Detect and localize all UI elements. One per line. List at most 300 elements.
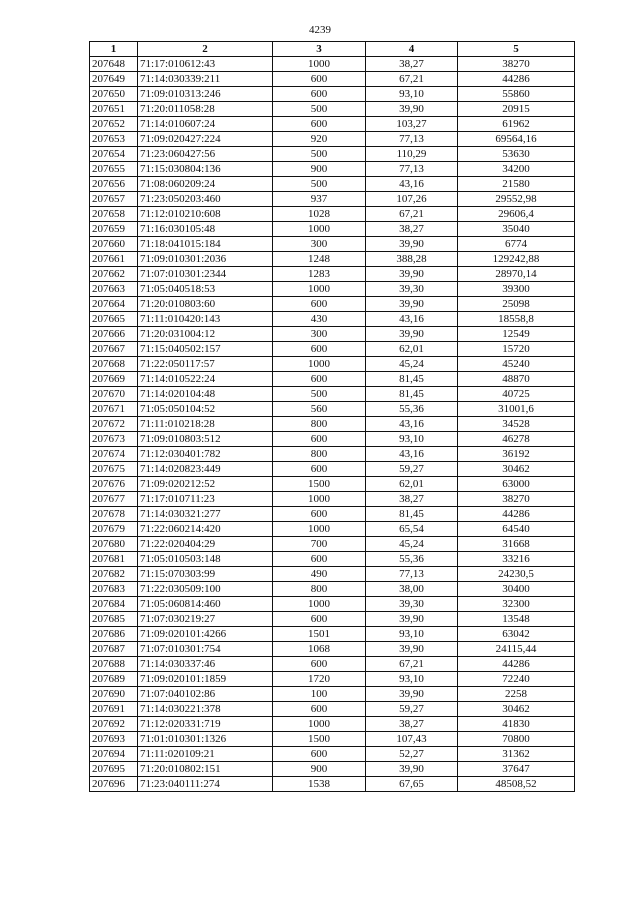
rate-value-cell: 43,16 (366, 447, 458, 462)
table-row (90, 507, 575, 522)
table-row (90, 402, 575, 417)
table-row (90, 657, 575, 672)
area-value-cell: 560 (273, 402, 366, 417)
total-value-cell: 44286 (458, 657, 575, 672)
table-row (90, 177, 575, 192)
cadastral-number-cell: 71:18:041015:184 (138, 237, 273, 252)
area-value-cell: 800 (273, 417, 366, 432)
cadastral-number-cell: 71:05:010503:148 (138, 552, 273, 567)
table-row (90, 192, 575, 207)
rate-value-cell: 43,16 (366, 177, 458, 192)
total-value-cell: 38270 (458, 57, 575, 72)
table-row (90, 567, 575, 582)
record-number-cell: 207695 (90, 762, 138, 777)
total-value-cell: 53630 (458, 147, 575, 162)
record-number-cell: 207660 (90, 237, 138, 252)
cadastral-number-cell: 71:20:011058:28 (138, 102, 273, 117)
total-value-cell: 61962 (458, 117, 575, 132)
area-value-cell: 1500 (273, 477, 366, 492)
table-row (90, 102, 575, 117)
total-value-cell: 72240 (458, 672, 575, 687)
rate-value-cell: 43,16 (366, 312, 458, 327)
total-value-cell: 21580 (458, 177, 575, 192)
area-value-cell: 937 (273, 192, 366, 207)
rate-value-cell: 77,13 (366, 132, 458, 147)
total-value-cell: 30462 (458, 462, 575, 477)
table-row (90, 87, 575, 102)
area-value-cell: 1500 (273, 732, 366, 747)
area-value-cell: 1501 (273, 627, 366, 642)
area-value-cell: 800 (273, 582, 366, 597)
rate-value-cell: 81,45 (366, 387, 458, 402)
total-value-cell: 34200 (458, 162, 575, 177)
rate-value-cell: 81,45 (366, 507, 458, 522)
table-row (90, 447, 575, 462)
rate-value-cell: 62,01 (366, 477, 458, 492)
rate-value-cell: 38,27 (366, 57, 458, 72)
rate-value-cell: 39,90 (366, 327, 458, 342)
rate-value-cell: 59,27 (366, 462, 458, 477)
table-row (90, 312, 575, 327)
record-number-cell: 207665 (90, 312, 138, 327)
rate-value-cell: 38,27 (366, 222, 458, 237)
total-value-cell: 48870 (458, 372, 575, 387)
record-number-cell: 207694 (90, 747, 138, 762)
table-row (90, 582, 575, 597)
cadastral-number-cell: 71:14:030221:378 (138, 702, 273, 717)
table-row (90, 477, 575, 492)
table-row (90, 762, 575, 777)
table-row (90, 357, 575, 372)
record-number-cell: 207659 (90, 222, 138, 237)
record-number-cell: 207675 (90, 462, 138, 477)
total-value-cell: 18558,8 (458, 312, 575, 327)
table-row (90, 537, 575, 552)
total-value-cell: 2258 (458, 687, 575, 702)
total-value-cell: 44286 (458, 507, 575, 522)
cadastral-number-cell: 71:11:020109:21 (138, 747, 273, 762)
record-number-cell: 207654 (90, 147, 138, 162)
total-value-cell: 35040 (458, 222, 575, 237)
table-row (90, 417, 575, 432)
total-value-cell: 30462 (458, 702, 575, 717)
area-value-cell: 1000 (273, 522, 366, 537)
rate-value-cell: 93,10 (366, 672, 458, 687)
record-number-cell: 207656 (90, 177, 138, 192)
rate-value-cell: 110,29 (366, 147, 458, 162)
record-number-cell: 207674 (90, 447, 138, 462)
area-value-cell: 1720 (273, 672, 366, 687)
total-value-cell: 41830 (458, 717, 575, 732)
rate-value-cell: 39,90 (366, 297, 458, 312)
record-number-cell: 207649 (90, 72, 138, 87)
total-value-cell: 29552,98 (458, 192, 575, 207)
column-header-4: 4 (366, 42, 458, 57)
area-value-cell: 1000 (273, 492, 366, 507)
rate-value-cell: 103,27 (366, 117, 458, 132)
record-number-cell: 207658 (90, 207, 138, 222)
cadastral-number-cell: 71:09:010301:2036 (138, 252, 273, 267)
record-number-cell: 207669 (90, 372, 138, 387)
total-value-cell: 12549 (458, 327, 575, 342)
table-row (90, 687, 575, 702)
record-number-cell: 207652 (90, 117, 138, 132)
record-number-cell: 207657 (90, 192, 138, 207)
rate-value-cell: 93,10 (366, 432, 458, 447)
table-row (90, 147, 575, 162)
record-number-cell: 207691 (90, 702, 138, 717)
total-value-cell: 31001,6 (458, 402, 575, 417)
record-number-cell: 207683 (90, 582, 138, 597)
total-value-cell: 36192 (458, 447, 575, 462)
cadastral-number-cell: 71:09:020212:52 (138, 477, 273, 492)
rate-value-cell: 38,27 (366, 492, 458, 507)
cadastral-number-cell: 71:17:010711:23 (138, 492, 273, 507)
record-number-cell: 207672 (90, 417, 138, 432)
area-value-cell: 490 (273, 567, 366, 582)
area-value-cell: 100 (273, 687, 366, 702)
rate-value-cell: 55,36 (366, 552, 458, 567)
area-value-cell: 1283 (273, 267, 366, 282)
column-header-5: 5 (458, 42, 575, 57)
column-header-1: 1 (90, 42, 138, 57)
record-number-cell: 207693 (90, 732, 138, 747)
record-number-cell: 207681 (90, 552, 138, 567)
rate-value-cell: 388,28 (366, 252, 458, 267)
record-number-cell: 207692 (90, 717, 138, 732)
cadastral-number-cell: 71:05:050104:52 (138, 402, 273, 417)
area-value-cell: 600 (273, 72, 366, 87)
area-value-cell: 600 (273, 87, 366, 102)
total-value-cell: 20915 (458, 102, 575, 117)
cadastral-number-cell: 71:20:010803:60 (138, 297, 273, 312)
cadastral-number-cell: 71:23:040111:274 (138, 777, 273, 792)
table-row (90, 777, 575, 792)
rate-value-cell: 39,90 (366, 237, 458, 252)
cadastral-number-cell: 71:17:010612:43 (138, 57, 273, 72)
rate-value-cell: 39,90 (366, 762, 458, 777)
rate-value-cell: 52,27 (366, 747, 458, 762)
rate-value-cell: 45,24 (366, 357, 458, 372)
record-number-cell: 207684 (90, 597, 138, 612)
cadastral-number-cell: 71:23:050203:460 (138, 192, 273, 207)
total-value-cell: 44286 (458, 72, 575, 87)
table-row (90, 72, 575, 87)
area-value-cell: 1248 (273, 252, 366, 267)
table-row (90, 297, 575, 312)
area-value-cell: 600 (273, 432, 366, 447)
record-number-cell: 207685 (90, 612, 138, 627)
record-number-cell: 207667 (90, 342, 138, 357)
table-row (90, 627, 575, 642)
rate-value-cell: 45,24 (366, 537, 458, 552)
total-value-cell: 55860 (458, 87, 575, 102)
total-value-cell: 13548 (458, 612, 575, 627)
total-value-cell: 39300 (458, 282, 575, 297)
table-row (90, 342, 575, 357)
rate-value-cell: 77,13 (366, 162, 458, 177)
cadastral-number-cell: 71:09:020101:4266 (138, 627, 273, 642)
record-number-cell: 207655 (90, 162, 138, 177)
total-value-cell: 70800 (458, 732, 575, 747)
area-value-cell: 1000 (273, 717, 366, 732)
total-value-cell: 129242,88 (458, 252, 575, 267)
record-number-cell: 207690 (90, 687, 138, 702)
table-row (90, 372, 575, 387)
table-row (90, 267, 575, 282)
cadastral-number-cell: 71:15:070303:99 (138, 567, 273, 582)
area-value-cell: 600 (273, 342, 366, 357)
total-value-cell: 46278 (458, 432, 575, 447)
area-value-cell: 500 (273, 147, 366, 162)
table-row (90, 432, 575, 447)
total-value-cell: 32300 (458, 597, 575, 612)
area-value-cell: 500 (273, 102, 366, 117)
rate-value-cell: 81,45 (366, 372, 458, 387)
record-number-cell: 207671 (90, 402, 138, 417)
record-number-cell: 207688 (90, 657, 138, 672)
total-value-cell: 38270 (458, 492, 575, 507)
table-row (90, 552, 575, 567)
area-value-cell: 300 (273, 237, 366, 252)
rate-value-cell: 65,54 (366, 522, 458, 537)
total-value-cell: 31362 (458, 747, 575, 762)
table-row (90, 162, 575, 177)
area-value-cell: 500 (273, 387, 366, 402)
cadastral-number-cell: 71:20:031004:12 (138, 327, 273, 342)
rate-value-cell: 62,01 (366, 342, 458, 357)
total-value-cell: 6774 (458, 237, 575, 252)
record-number-cell: 207663 (90, 282, 138, 297)
area-value-cell: 430 (273, 312, 366, 327)
area-value-cell: 300 (273, 327, 366, 342)
cadastral-number-cell: 71:14:020823:449 (138, 462, 273, 477)
rate-value-cell: 107,26 (366, 192, 458, 207)
cadastral-number-cell: 71:14:010607:24 (138, 117, 273, 132)
record-number-cell: 207651 (90, 102, 138, 117)
cadastral-number-cell: 71:14:030337:46 (138, 657, 273, 672)
area-value-cell: 600 (273, 657, 366, 672)
area-value-cell: 500 (273, 177, 366, 192)
page-number: 4239 (309, 24, 331, 36)
header-row (90, 42, 575, 57)
cadastral-number-cell: 71:07:010301:2344 (138, 267, 273, 282)
total-value-cell: 30400 (458, 582, 575, 597)
rate-value-cell: 39,30 (366, 597, 458, 612)
table-row (90, 222, 575, 237)
cadastral-number-cell: 71:05:040518:53 (138, 282, 273, 297)
total-value-cell: 24230,5 (458, 567, 575, 582)
cadastral-number-cell: 71:12:030401:782 (138, 447, 273, 462)
area-value-cell: 800 (273, 447, 366, 462)
rate-value-cell: 67,21 (366, 657, 458, 672)
rate-value-cell: 38,00 (366, 582, 458, 597)
rate-value-cell: 93,10 (366, 87, 458, 102)
table-row (90, 597, 575, 612)
record-number-cell: 207677 (90, 492, 138, 507)
table-row (90, 642, 575, 657)
cadastral-number-cell: 71:22:050117:57 (138, 357, 273, 372)
total-value-cell: 25098 (458, 297, 575, 312)
record-number-cell: 207680 (90, 537, 138, 552)
cadastral-number-cell: 71:07:010301:754 (138, 642, 273, 657)
total-value-cell: 33216 (458, 552, 575, 567)
cadastral-number-cell: 71:14:020104:48 (138, 387, 273, 402)
area-value-cell: 1000 (273, 282, 366, 297)
record-number-cell: 207662 (90, 267, 138, 282)
rate-value-cell: 67,21 (366, 207, 458, 222)
cadastral-number-cell: 71:22:060214:420 (138, 522, 273, 537)
cadastral-number-cell: 71:14:030339:211 (138, 72, 273, 87)
area-value-cell: 1068 (273, 642, 366, 657)
table-row (90, 492, 575, 507)
total-value-cell: 34528 (458, 417, 575, 432)
record-number-cell: 207679 (90, 522, 138, 537)
table-row (90, 117, 575, 132)
rate-value-cell: 43,16 (366, 417, 458, 432)
area-value-cell: 1000 (273, 357, 366, 372)
rate-value-cell: 107,43 (366, 732, 458, 747)
cadastral-number-cell: 71:09:020427:224 (138, 132, 273, 147)
area-value-cell: 1000 (273, 57, 366, 72)
cadastral-number-cell: 71:12:020331:719 (138, 717, 273, 732)
total-value-cell: 63000 (458, 477, 575, 492)
cadastral-number-cell: 71:01:010301:1326 (138, 732, 273, 747)
table-row (90, 612, 575, 627)
total-value-cell: 29606,4 (458, 207, 575, 222)
cadastral-number-cell: 71:23:060427:56 (138, 147, 273, 162)
rate-value-cell: 59,27 (366, 702, 458, 717)
cadastral-number-cell: 71:15:040502:157 (138, 342, 273, 357)
record-number-cell: 207696 (90, 777, 138, 792)
rate-value-cell: 39,90 (366, 612, 458, 627)
cadastral-number-cell: 71:07:030219:27 (138, 612, 273, 627)
cadastral-number-cell: 71:11:010218:28 (138, 417, 273, 432)
table-row (90, 522, 575, 537)
area-value-cell: 600 (273, 372, 366, 387)
table-row (90, 252, 575, 267)
record-number-cell: 207653 (90, 132, 138, 147)
total-value-cell: 63042 (458, 627, 575, 642)
area-value-cell: 600 (273, 747, 366, 762)
total-value-cell: 24115,44 (458, 642, 575, 657)
table-row (90, 747, 575, 762)
table-row (90, 327, 575, 342)
rate-value-cell: 38,27 (366, 717, 458, 732)
area-value-cell: 920 (273, 132, 366, 147)
total-value-cell: 31668 (458, 537, 575, 552)
record-number-cell: 207686 (90, 627, 138, 642)
area-value-cell: 600 (273, 297, 366, 312)
area-value-cell: 900 (273, 162, 366, 177)
record-number-cell: 207668 (90, 357, 138, 372)
table-row (90, 462, 575, 477)
record-number-cell: 207670 (90, 387, 138, 402)
rate-value-cell: 39,90 (366, 102, 458, 117)
record-number-cell: 207682 (90, 567, 138, 582)
area-value-cell: 900 (273, 762, 366, 777)
table-row (90, 732, 575, 747)
table-row (90, 132, 575, 147)
table-row (90, 282, 575, 297)
area-value-cell: 700 (273, 537, 366, 552)
rate-value-cell: 77,13 (366, 567, 458, 582)
cadastral-number-cell: 71:14:030321:277 (138, 507, 273, 522)
table-body (90, 57, 575, 792)
rate-value-cell: 55,36 (366, 402, 458, 417)
area-value-cell: 1538 (273, 777, 366, 792)
table-row (90, 672, 575, 687)
rate-value-cell: 67,21 (366, 72, 458, 87)
cadastral-number-cell: 71:22:020404:29 (138, 537, 273, 552)
cadastral-number-cell: 71:08:060209:24 (138, 177, 273, 192)
area-value-cell: 600 (273, 507, 366, 522)
total-value-cell: 45240 (458, 357, 575, 372)
rate-value-cell: 67,65 (366, 777, 458, 792)
column-header-3: 3 (273, 42, 366, 57)
cadastral-number-cell: 71:09:010803:512 (138, 432, 273, 447)
cadastral-number-cell: 71:22:030509:100 (138, 582, 273, 597)
table-row (90, 702, 575, 717)
area-value-cell: 1000 (273, 597, 366, 612)
record-number-cell: 207687 (90, 642, 138, 657)
record-number-cell: 207661 (90, 252, 138, 267)
cadastral-number-cell: 71:11:010420:143 (138, 312, 273, 327)
registry-table (89, 41, 575, 792)
cadastral-number-cell: 71:09:020101:1859 (138, 672, 273, 687)
area-value-cell: 1028 (273, 207, 366, 222)
cadastral-number-cell: 71:14:010522:24 (138, 372, 273, 387)
area-value-cell: 600 (273, 117, 366, 132)
table-row (90, 717, 575, 732)
total-value-cell: 40725 (458, 387, 575, 402)
cadastral-number-cell: 71:07:040102:86 (138, 687, 273, 702)
total-value-cell: 37647 (458, 762, 575, 777)
cadastral-number-cell: 71:12:010210:608 (138, 207, 273, 222)
table-row (90, 207, 575, 222)
rate-value-cell: 93,10 (366, 627, 458, 642)
area-value-cell: 600 (273, 612, 366, 627)
record-number-cell: 207678 (90, 507, 138, 522)
rate-value-cell: 39,90 (366, 267, 458, 282)
cadastral-number-cell: 71:05:060814:460 (138, 597, 273, 612)
table-row (90, 387, 575, 402)
total-value-cell: 69564,16 (458, 132, 575, 147)
cadastral-number-cell: 71:15:030804:136 (138, 162, 273, 177)
total-value-cell: 15720 (458, 342, 575, 357)
area-value-cell: 600 (273, 702, 366, 717)
cadastral-number-cell: 71:20:010802:151 (138, 762, 273, 777)
area-value-cell: 1000 (273, 222, 366, 237)
rate-value-cell: 39,90 (366, 687, 458, 702)
record-number-cell: 207673 (90, 432, 138, 447)
rate-value-cell: 39,30 (366, 282, 458, 297)
record-number-cell: 207648 (90, 57, 138, 72)
cadastral-number-cell: 71:16:030105:48 (138, 222, 273, 237)
table-row (90, 237, 575, 252)
table-row (90, 57, 575, 72)
total-value-cell: 28970,14 (458, 267, 575, 282)
area-value-cell: 600 (273, 462, 366, 477)
record-number-cell: 207676 (90, 477, 138, 492)
cadastral-number-cell: 71:09:010313:246 (138, 87, 273, 102)
total-value-cell: 48508,52 (458, 777, 575, 792)
record-number-cell: 207689 (90, 672, 138, 687)
area-value-cell: 600 (273, 552, 366, 567)
rate-value-cell: 39,90 (366, 642, 458, 657)
total-value-cell: 64540 (458, 522, 575, 537)
record-number-cell: 207650 (90, 87, 138, 102)
